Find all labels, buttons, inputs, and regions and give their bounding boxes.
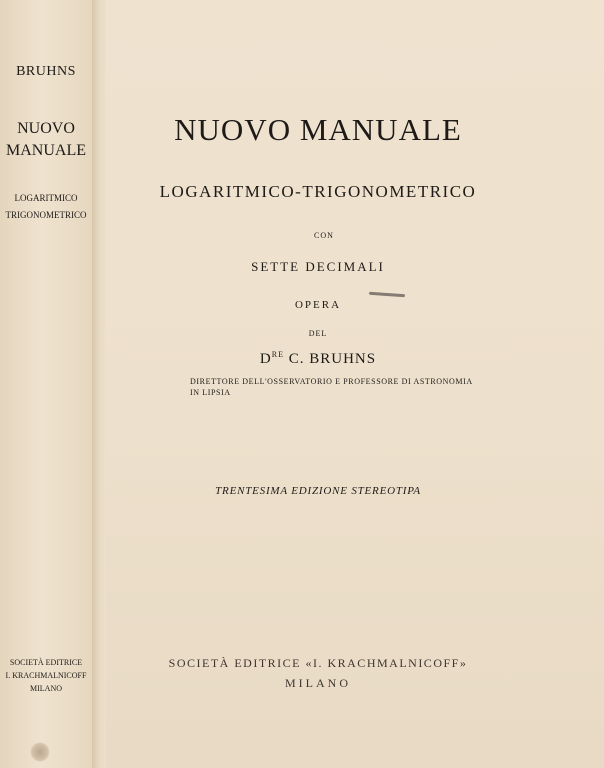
spine-publisher-line1: SOCIETÀ EDITRICE bbox=[9, 658, 83, 667]
cover-decimals: SETTE DECIMALI bbox=[251, 259, 385, 274]
spine-publisher-line3: MILANO bbox=[30, 684, 62, 693]
cover-author-role-line1: DIRETTORE DELL'OSSERVATORIO E PROFESSORE DI ASTRONOMIA bbox=[190, 377, 473, 386]
spine-author: BRUHNS bbox=[16, 64, 76, 79]
cover-author-role-line2: IN LIPSIA bbox=[190, 388, 231, 397]
cover-author-suffix: RE bbox=[271, 350, 284, 359]
spine-title-line1: NUOVO bbox=[17, 120, 75, 137]
front-cover bbox=[106, 0, 604, 768]
spine-publisher-line2: I. KRACHMALNICOFF bbox=[5, 671, 87, 680]
cover-edition: TRENTESIMA EDIZIONE STEREOTIPA bbox=[215, 485, 421, 497]
spine-title-line2: MANUALE bbox=[6, 142, 86, 159]
spine-hinge bbox=[92, 0, 106, 768]
cover-author-name: C. BRUHNS bbox=[288, 351, 377, 367]
cover-author-prefix: D bbox=[259, 351, 272, 367]
cover-city: MILANO bbox=[285, 676, 351, 690]
spine-stain bbox=[30, 742, 50, 762]
cover-publisher: SOCIETÀ EDITRICE «I. KRACHMALNICOFF» bbox=[168, 656, 468, 670]
cover-opera: OPERA bbox=[294, 299, 342, 311]
book-spine bbox=[0, 0, 93, 768]
cover-con: CON bbox=[314, 231, 334, 240]
cover-title: NUOVO MANUALE bbox=[174, 112, 462, 147]
cover-author-role bbox=[190, 376, 473, 398]
cover-del: DEL bbox=[308, 329, 328, 338]
spine-subtitle-line1: LOGARITMICO bbox=[14, 193, 78, 203]
spine-subtitle-line2: TRIGONOMETRICO bbox=[5, 210, 87, 220]
cover-subtitle: LOGARITMICO-TRIGONOMETRICO bbox=[159, 182, 477, 201]
cover-author bbox=[106, 350, 530, 368]
